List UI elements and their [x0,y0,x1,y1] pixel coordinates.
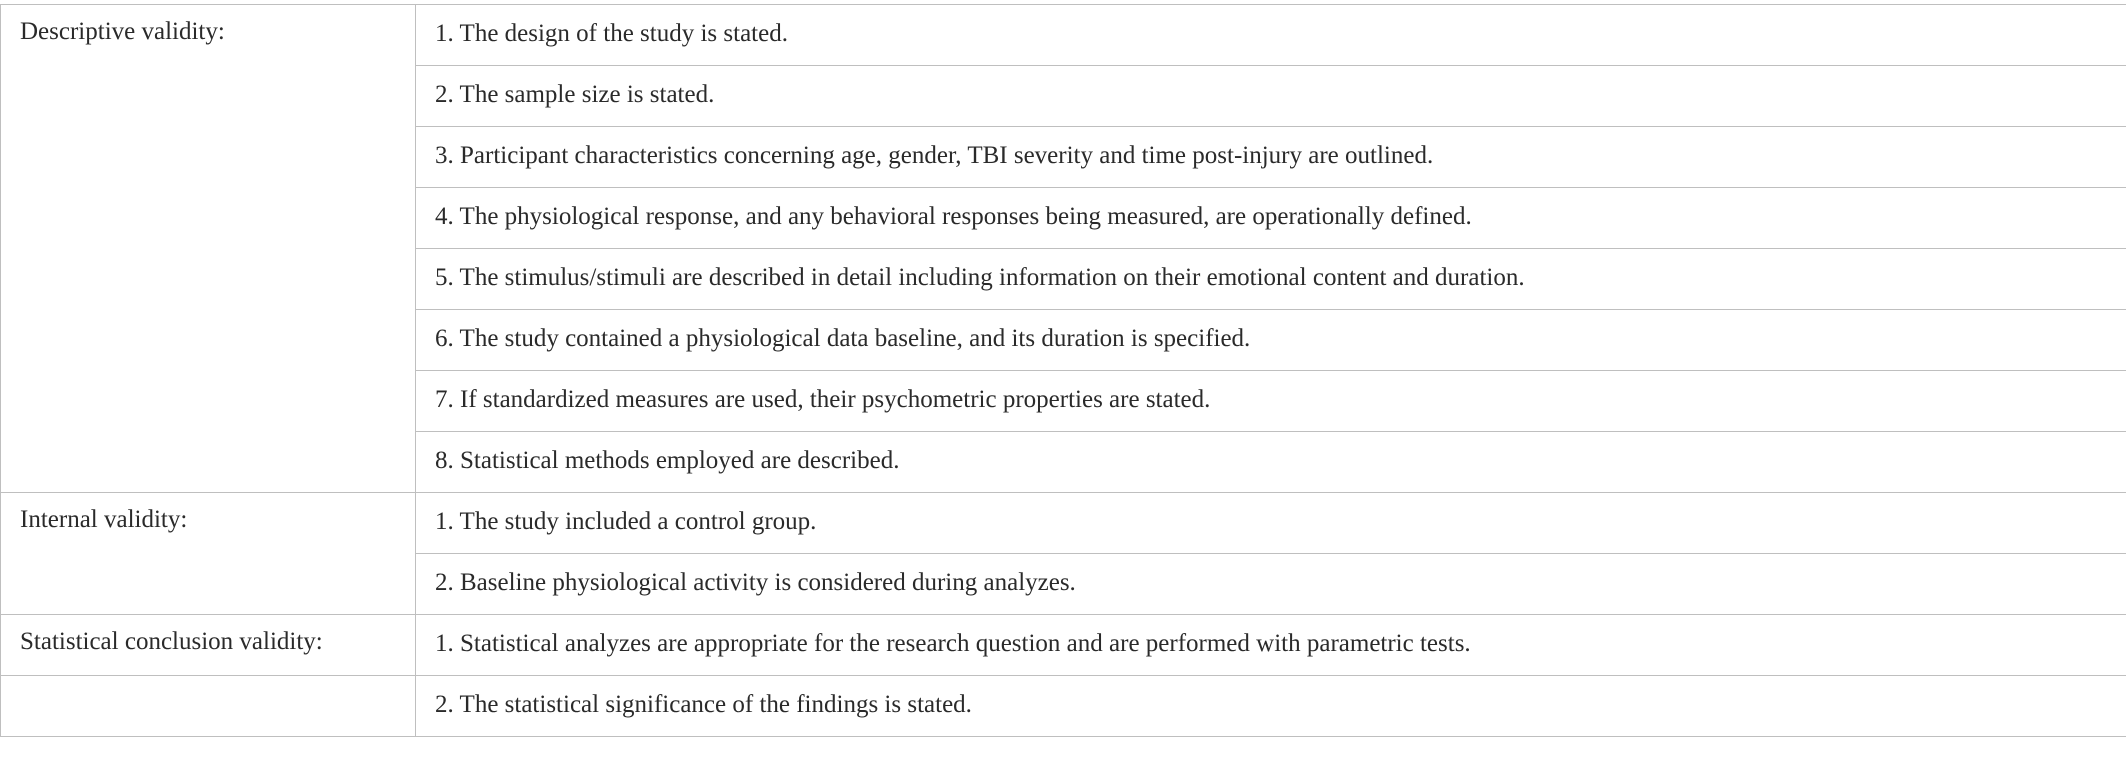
criterion-cell: 1. Statistical analyzes are appropriate for the research question and are performed with parametric tests. [416,615,2126,676]
category-cell-statistical-conclusion-validity: Statistical conclusion validity: [1,615,416,676]
criterion-cell: 2. The sample size is stated. [416,66,2126,127]
criterion-cell: 4. The physiological response, and any behavioral responses being measured, are operationally defined. [416,188,2126,249]
criterion-cell: 2. The statistical significance of the findings is stated. [416,676,2126,737]
criterion-cell: 1. The study included a control group. [416,493,2126,554]
criterion-cell: 6. The study contained a physiological data baseline, and its duration is specified. [416,310,2126,371]
category-cell-internal-validity: Internal validity: [1,493,416,615]
validity-criteria-table-container [0,4,2126,737]
table-row [1,676,2126,737]
category-cell-empty [1,676,416,737]
table-body [1,5,2126,737]
validity-criteria-table [0,4,2126,737]
criterion-cell: 5. The stimulus/stimuli are described in detail including information on their emotional content and duration. [416,249,2126,310]
criterion-cell: 7. If standardized measures are used, their psychometric properties are stated. [416,371,2126,432]
criterion-cell: 1. The design of the study is stated. [416,5,2126,66]
category-cell-descriptive-validity: Descriptive validity: [1,5,416,493]
criterion-cell: 3. Participant characteristics concerning age, gender, TBI severity and time post-injury are outlined. [416,127,2126,188]
table-row [1,5,2126,66]
table-row [1,493,2126,554]
table-row [1,615,2126,676]
criterion-cell: 2. Baseline physiological activity is considered during analyzes. [416,554,2126,615]
criterion-cell: 8. Statistical methods employed are described. [416,432,2126,493]
